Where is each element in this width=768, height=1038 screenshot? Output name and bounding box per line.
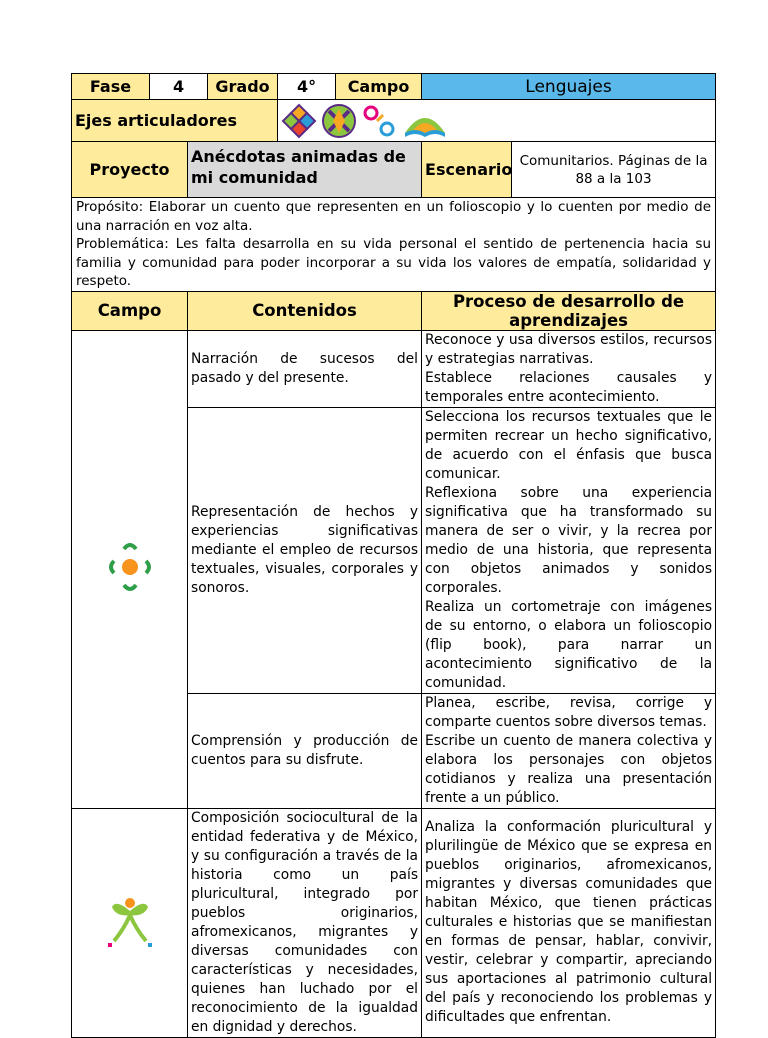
escenario-label: Escenario <box>422 142 512 198</box>
proceso-3 <box>422 693 716 808</box>
proceso-2 <box>422 407 716 693</box>
proceso-2-item: Selecciona los recursos textuales que le permiten recrear un hecho significativo, de acuerdo con el énfasis que busca comunicar. <box>425 408 713 482</box>
proceso-4-item: Analiza la conformación pluricultural y plurilingüe de México que se expresa en pueblos originarios, afromexicanos, migrantes y diversas comunidades que habitan México, que tienen prácticas culturales e historias que se manifiestan en formas de pensar, hablar, convivir, vestir, celebrar y compartir, apreciando sus aportaciones al patrimonio cultural del país y reconociendo los problemas y dificultades que enfrentan. <box>425 819 713 1025</box>
contenido-3: Comprensión y producción de cuentos para su disfrute. <box>188 693 422 808</box>
planning-table <box>71 73 716 1038</box>
contenido-1: Narración de sucesos del pasado y del presente. <box>188 330 422 407</box>
grado-label: Grado <box>208 74 278 100</box>
proceso-1 <box>422 330 716 407</box>
fase-value: 4 <box>150 74 208 100</box>
interculturalidad-icon <box>321 103 357 139</box>
col-campo: Campo <box>72 291 188 330</box>
col-proceso: Proceso de desarrollo de aprendizajes <box>422 291 716 330</box>
fase-label: Fase <box>72 74 150 100</box>
inclusion-icon <box>281 103 317 139</box>
proyecto-label: Proyecto <box>72 142 188 198</box>
ejes-icons <box>281 103 712 139</box>
grado-value: 4° <box>278 74 336 100</box>
lectura-icon <box>401 103 449 139</box>
contenido-2: Representación de hechos y experiencias significativas mediante el empleo de recursos textuales, visuales, corporales y sonoros. <box>188 407 422 693</box>
lenguajes-campo-icon <box>108 541 152 593</box>
ejes-icons-cell <box>278 100 716 142</box>
purpose-cell <box>72 198 716 292</box>
proceso-2-item: Realiza un cortometraje con imágenes de su entorno, o elabora un folioscopio (flip book), para narrar un acontecimiento significativo de la comunidad. <box>425 598 713 691</box>
col-contenidos: Contenidos <box>188 291 422 330</box>
contenido-4: Composición sociocultural de la entidad federativa y de México, y su configuración a través de la historia como un país pluricultural, integrado por pueblos originarios, afromexicanos, migrantes y diversas comunidades con características y necesidades, quienes han luchado por el reconocimiento de la igualdad en dignidad y derechos. <box>188 808 422 1037</box>
proceso-1-item: Reconoce y usa diversos estilos, recursos y estrategias narrativas. <box>425 331 713 367</box>
campo-label: Campo <box>336 74 422 100</box>
proceso-3-item: Escribe un cuento de manera colectiva y elabora los personajes con objetos cotidianos y realiza una presentación frente a un público. <box>425 732 713 806</box>
proceso-1-item: Establece relaciones causales y temporales entre acontecimiento. <box>425 369 713 405</box>
proceso-3-item: Planea, escribe, revisa, corrige y comparte cuentos sobre diversos temas. <box>425 694 713 730</box>
etica-naturaleza-campo-icon <box>106 893 154 949</box>
planning-sheet <box>71 73 715 1038</box>
proyecto-value: Anécdotas animadas de mi comunidad <box>188 142 422 198</box>
problematica-text: Problemática: Les falta desarrolla en su vida personal el sentido de pertenencia hacia su familia y comunidad para poder incorporar a su vida los valores de empatía, solidaridad y respeto. <box>76 236 712 289</box>
ejes-label: Ejes articuladores <box>72 100 278 142</box>
campo-lenguajes-cell <box>72 330 188 808</box>
proceso-2-item: Reflexiona sobre una experiencia significativa que ha transformado su manera de ser o vivir, y la recrea por medio de una historia, que representa con objetos animados y sonidos corporales. <box>425 484 713 596</box>
campo-value: Lenguajes <box>422 74 716 100</box>
pensamiento-critico-icon <box>361 103 397 139</box>
escenario-value: Comunitarios. Páginas de la 88 a la 103 <box>512 142 716 198</box>
proceso-4 <box>422 808 716 1037</box>
proposito-text: Propósito: Elaborar un cuento que representen en un folioscopio y lo cuenten por medio de una narración en voz alta. <box>76 199 712 234</box>
campo-etica-cell <box>72 808 188 1037</box>
